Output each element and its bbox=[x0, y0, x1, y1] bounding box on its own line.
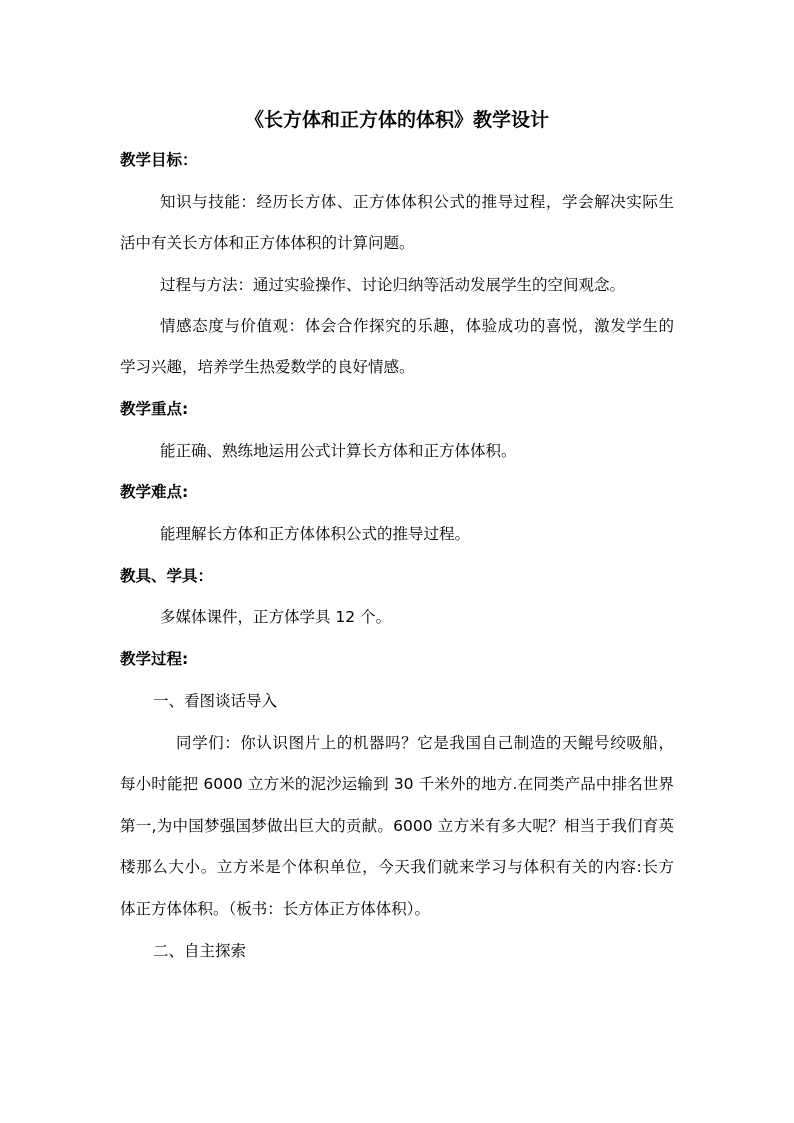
step2-title: 二、自主探索 bbox=[153, 942, 247, 960]
step1-paragraph-line-4: 楼那么大小。立方米是个体积单位，今天我们就来学习与体积有关的内容:长方 bbox=[120, 858, 674, 876]
goal-knowledge-line-1: 知识与技能：经历长方体、正方体体积公式的推导过程，学会解决实际生 bbox=[160, 193, 674, 211]
teaching-key-text: 能正确、熟练地运用公式计算长方体和正方体体积。 bbox=[160, 442, 517, 460]
teaching-difficulty-text: 能理解长方体和正方体体积公式的推导过程。 bbox=[160, 525, 471, 543]
step1-title: 一、看图谈话导入 bbox=[153, 692, 278, 710]
step1-paragraph-line-1: 同学们：你认识图片上的机器吗？它是我国自己制造的天鲲号绞吸船， bbox=[176, 734, 674, 752]
teaching-process-heading: 教学过程: bbox=[120, 650, 189, 668]
goal-emotion-line-2: 学习兴趣，培养学生热爱数学的良好情感。 bbox=[120, 358, 415, 376]
step1-paragraph-line-2: 每小时能把 6000 立方米的泥沙运输到 30 千米外的地方.在同类产品中排名世界 bbox=[120, 775, 674, 793]
document-title: 《长方体和正方体的体积》教学设计 bbox=[244, 109, 549, 131]
teaching-goals-heading: 教学目标： bbox=[120, 151, 198, 169]
goal-process-line: 过程与方法：通过实验操作、讨论归纳等活动发展学生的空间观念。 bbox=[160, 276, 626, 294]
goal-emotion-line-1: 情感态度与价值观：体会合作探究的乐趣，体验成功的喜悦，激发学生的 bbox=[160, 317, 674, 335]
teaching-key-heading: 教学重点: bbox=[120, 400, 189, 418]
teaching-tools-heading: 教具、学具： bbox=[120, 567, 214, 585]
teaching-tools-text: 多媒体课件，正方体学具 12 个。 bbox=[160, 608, 392, 626]
teaching-difficulty-heading: 教学难点: bbox=[120, 483, 189, 501]
step1-paragraph-line-3: 第一,为中国梦强国梦做出巨大的贡献。6000 立方米有多大呢？相当于我们育英 bbox=[120, 817, 674, 835]
step1-paragraph-line-5: 体正方体体积。（板书：长方体正方体体积）。 bbox=[120, 900, 431, 918]
goal-knowledge-line-2: 活中有关长方体和正方体体积的计算问题。 bbox=[120, 234, 415, 252]
